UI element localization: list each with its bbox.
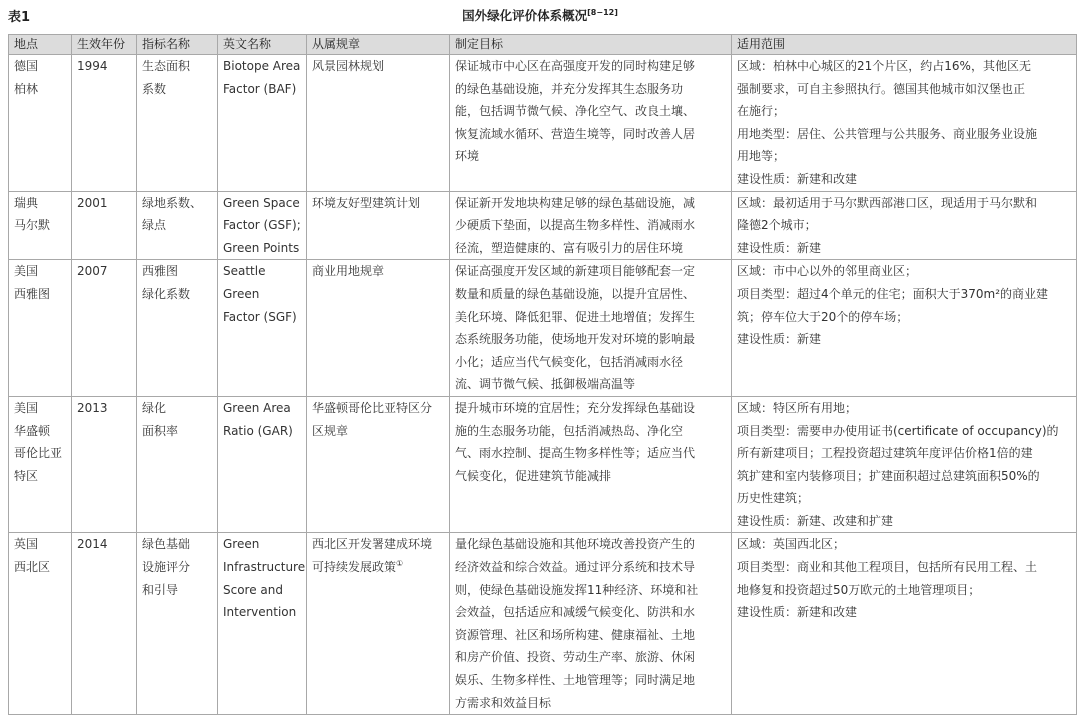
table-title-reference: [8−12] [587, 7, 618, 17]
indicator-name-cell [137, 191, 218, 260]
english-name-cell [218, 191, 307, 260]
goal-cell [450, 260, 732, 397]
cell-line: 项目类型：商业和其他工程项目，包括所有民用工程、土 [737, 560, 1038, 575]
cell-line: 和房产价值、投资、劳动生产率、旅游、休闲 [455, 650, 696, 665]
cell-line: 流、调节微气候、抵御极端高温等 [455, 377, 636, 392]
cell-line: 美国 [14, 400, 39, 415]
english-name-cell [218, 533, 307, 715]
table-row [9, 55, 1077, 192]
indicator-name-cell [137, 55, 218, 192]
location-cell [9, 191, 72, 260]
cell-text: 2001 [77, 195, 108, 210]
goal-cell [450, 533, 732, 715]
cell-line: Green Points [223, 240, 300, 255]
cell-line: 小化；适应当代气候变化，包括消减雨水径 [455, 354, 684, 369]
cell-line: 面积率 [142, 423, 179, 438]
cell-line: 所有新建项目；工程投资超过建筑年度评估价格1倍的建 [737, 446, 1033, 461]
regulation-cell [307, 191, 450, 260]
scope-cell [732, 191, 1077, 260]
cell-line: 会效益，包括适应和减缓气候变化、防洪和水 [455, 605, 696, 620]
cell-line: 生态面积 [142, 59, 191, 73]
table-row [9, 533, 1077, 715]
cell-line: 西北区开发署建成环境 [312, 537, 433, 552]
header-year: 生效年份 [72, 35, 137, 55]
cell-line: 的绿色基础设施，并充分发挥其生态服务功 [455, 81, 684, 96]
table-caption [0, 0, 1080, 32]
cell-line: 马尔默 [14, 218, 51, 233]
regulation-cell [307, 260, 450, 397]
cell-line: Green Area [223, 400, 291, 415]
cell-line: 方需求和效益目标 [455, 695, 552, 710]
goal-cell [450, 191, 732, 260]
header-scope: 适用范围 [732, 35, 1077, 55]
goal-cell [450, 55, 732, 192]
cell-line: Biotope Area [223, 59, 301, 73]
table-row [9, 191, 1077, 260]
cell-line: 保证新开发地块构建足够的绿色基础设施，减 [455, 195, 696, 210]
cell-line: 绿色基础 [142, 537, 191, 552]
cell-text: 2014 [77, 537, 108, 552]
header-regulation: 从属规章 [307, 35, 450, 55]
goal-cell [450, 396, 732, 533]
header-location: 地点 [9, 35, 72, 55]
cell-line: Factor (GSF); [223, 218, 301, 233]
cell-line: 华盛顿 [14, 423, 51, 438]
cell-line: 区规章 [312, 423, 349, 438]
scope-cell [732, 55, 1077, 192]
cell-line: 强制要求，可自主参照执行。德国其他城市如汉堡也正 [737, 81, 1026, 96]
english-name-cell [218, 55, 307, 192]
cell-text: 1994 [77, 59, 108, 73]
cell-line: 环境友好型建筑计划 [312, 195, 421, 210]
table-title [0, 6, 1080, 24]
cell-line: Score and [223, 582, 283, 597]
cell-line: 娱乐、生物多样性、土地管理等；同时满足地 [455, 673, 696, 688]
cell-line: 区域：英国西北区； [737, 537, 846, 552]
english-name-cell [218, 396, 307, 533]
comparison-table [8, 34, 1077, 715]
cell-line: Green [223, 537, 260, 552]
header-indicator-name: 指标名称 [137, 35, 218, 55]
cell-line: 建设性质：新建、改建和扩建 [737, 513, 894, 528]
cell-line: 德国 [14, 59, 39, 73]
indicator-name-cell [137, 396, 218, 533]
cell-line: 哥伦比亚 [14, 446, 63, 461]
cell-line: 隆德2个城市； [737, 218, 817, 233]
cell-line: Ratio (GAR) [223, 423, 293, 438]
footnote-marker: ① [396, 559, 404, 569]
year-cell [72, 533, 137, 715]
cell-line: 提升城市环境的宜居性；充分发挥绿色基础设 [455, 400, 696, 415]
scope-cell [732, 260, 1077, 397]
cell-line: 资源管理、社区和场所构建、健康福祉、土地 [455, 627, 696, 642]
cell-line: 和引导 [142, 582, 179, 597]
table-header-row [9, 35, 1077, 55]
cell-line: Intervention [223, 605, 297, 620]
location-cell [9, 396, 72, 533]
cell-line: 风景园林规划 [312, 59, 385, 73]
cell-line: 项目类型：超过4个单元的住宅；面积大于370m²的商业建 [737, 286, 1049, 301]
cell-line: 历史性建筑； [737, 491, 810, 506]
cell-line: 项目类型：需要申办使用证书(certificate of occupancy)的 [737, 423, 1059, 438]
header-english-name: 英文名称 [218, 35, 307, 55]
cell-line: 华盛顿哥伦比亚特区分 [312, 400, 433, 415]
cell-line: 恢复流域水循环、营造生境等，同时改善人居 [455, 126, 696, 141]
cell-line: 则，使绿色基础设施发挥11种经济、环境和社 [455, 582, 699, 597]
table-body [9, 55, 1077, 715]
cell-line: 少硬质下垫面，以提高生物多样性、消减雨水 [455, 218, 696, 233]
cell-text: 2013 [77, 400, 108, 415]
table-row [9, 396, 1077, 533]
cell-line: 西雅图 [14, 286, 51, 301]
scope-cell [732, 533, 1077, 715]
regulation-cell [307, 55, 450, 192]
header-goal: 制定目标 [450, 35, 732, 55]
cell-line: 绿化系数 [142, 286, 191, 301]
cell-line: 气、雨水控制、提高生物多样性等；适应当代 [455, 446, 696, 461]
cell-line: 径流，塑造健康的、富有吸引力的居住环境 [455, 240, 684, 255]
cell-line: 绿点 [142, 218, 167, 233]
location-cell [9, 55, 72, 192]
table-title-text: 国外绿化评价体系概况 [462, 8, 588, 23]
cell-line: 美化环境、降低犯罪、促进土地增值；发挥生 [455, 309, 696, 324]
cell-text: 2007 [77, 264, 108, 279]
indicator-name-cell [137, 260, 218, 397]
location-cell [9, 260, 72, 397]
table-label: 表1 [8, 10, 31, 25]
cell-line: 气候变化，促进建筑节能减排 [455, 468, 612, 483]
cell-line: 建设性质：新建和改建 [737, 605, 858, 620]
cell-line: 区域：特区所有用地； [737, 400, 858, 415]
cell-line: 保证高强度开发区域的新建项目能够配套一定 [455, 264, 696, 279]
cell-line: 美国 [14, 264, 39, 279]
cell-line: 经济效益和综合效益。通过评分系统和技术导 [455, 560, 696, 575]
cell-line: 瑞典 [14, 195, 39, 210]
cell-line: 量化绿色基础设施和其他环境改善投资产生的 [455, 537, 696, 552]
cell-line: 用地等； [737, 149, 786, 164]
cell-line: Seattle Green [223, 264, 266, 301]
cell-line: 施的生态服务功能，包括消减热岛、净化空 [455, 423, 684, 438]
regulation-cell [307, 396, 450, 533]
cell-line: 能，包括调节微气候、净化空气、改良土壤、 [455, 104, 696, 119]
cell-line: 可持续发展政策 [312, 560, 397, 575]
cell-line: 筑扩建和室内装修项目；扩建面积超过总建筑面积50%的 [737, 468, 1040, 483]
location-cell [9, 533, 72, 715]
cell-line: 建设性质：新建 [737, 240, 822, 255]
cell-line: Factor (BAF) [223, 81, 297, 96]
cell-line: 特区 [14, 468, 39, 483]
regulation-cell [307, 533, 450, 715]
cell-line: 数量和质量的绿色基础设施，以提升宜居性、 [455, 286, 696, 301]
cell-line: 西北区 [14, 560, 51, 575]
cell-line: 绿化 [142, 400, 167, 415]
cell-line: 建设性质：新建 [737, 332, 822, 347]
cell-line: 西雅图 [142, 264, 179, 279]
year-cell [72, 396, 137, 533]
cell-line: 英国 [14, 537, 39, 552]
cell-line: 在施行； [737, 104, 786, 119]
english-name-cell [218, 260, 307, 397]
cell-line: 区域：市中心以外的邻里商业区； [737, 264, 918, 279]
cell-line: 保证城市中心区在高强度开发的同时构建足够 [455, 59, 696, 73]
cell-line: 地修复和投资超过50万欧元的土地管理项目； [737, 582, 981, 597]
year-cell [72, 260, 137, 397]
cell-line: 用地类型：居住、公共管理与公共服务、商业服务业设施 [737, 126, 1038, 141]
cell-line: 设施评分 [142, 560, 191, 575]
cell-line: Factor (SGF) [223, 309, 297, 324]
cell-line: 区域：最初适用于马尔默西部港口区，现适用于马尔默和 [737, 195, 1038, 210]
cell-line: 环境 [455, 149, 480, 164]
indicator-name-cell [137, 533, 218, 715]
cell-line: 筑；停车位大于20个的停车场； [737, 309, 909, 324]
cell-line: 商业用地规章 [312, 264, 385, 279]
cell-line: Infrastructure [223, 560, 306, 575]
scope-cell [732, 396, 1077, 533]
cell-line: Green Space [223, 195, 300, 210]
cell-line: 建设性质：新建和改建 [737, 171, 858, 186]
cell-line: 态系统服务功能，使场地开发对环境的影响最 [455, 332, 696, 347]
cell-line: 系数 [142, 81, 167, 96]
year-cell [72, 191, 137, 260]
year-cell [72, 55, 137, 192]
cell-line: 区域：柏林中心城区的21个片区，约占16%，其他区无 [737, 59, 1031, 73]
cell-line: 柏林 [14, 81, 39, 96]
table-row [9, 260, 1077, 397]
cell-line: 绿地系数、 [142, 195, 203, 210]
